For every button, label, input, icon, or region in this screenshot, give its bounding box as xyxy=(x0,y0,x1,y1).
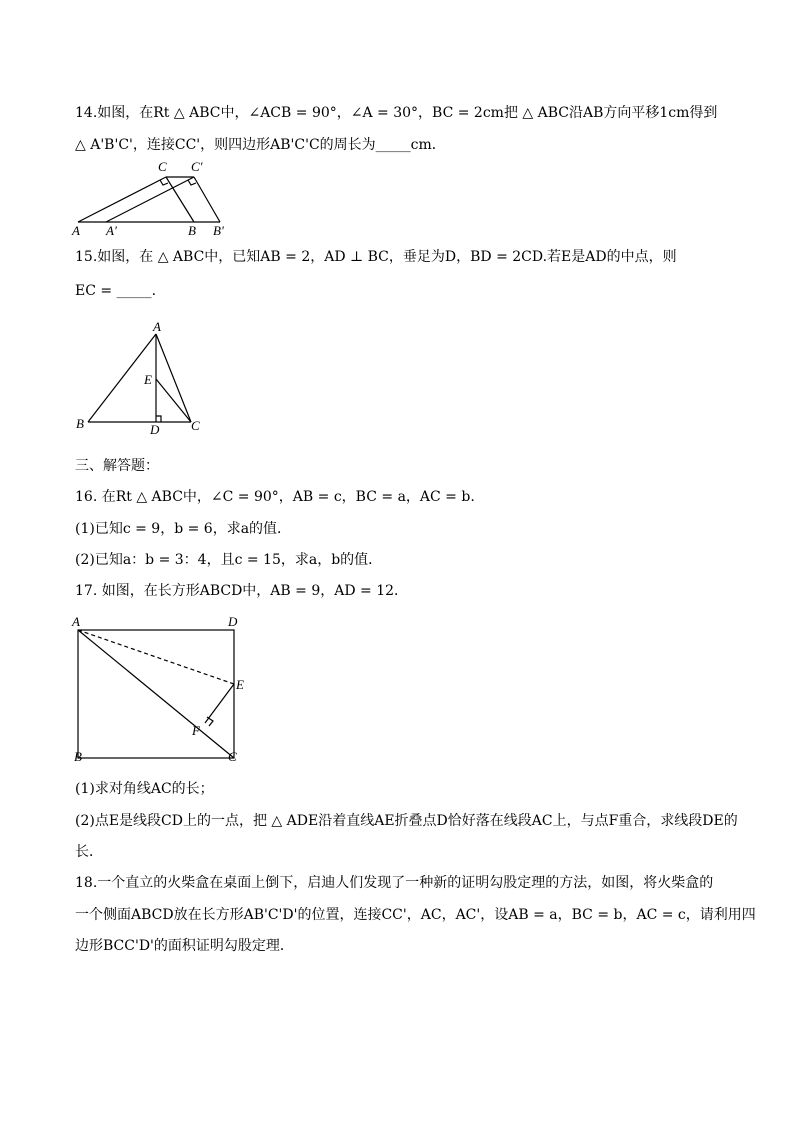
q16-line2: (1)已知c = 9，b = 6，求a的值． xyxy=(75,521,292,537)
q14-label-A: A xyxy=(72,223,80,238)
q17-label-E: E xyxy=(236,677,244,692)
q17-line1: 17. 如图，在长方形ABCD中，AB = 9，AD = 12． xyxy=(75,583,409,599)
q18-line2: 一个侧面ABCD放在长方形AB'C'D'的位置，连接CC'，AC，AC'，设AB = a，BC = b，AC = c，请利用四 xyxy=(75,907,756,923)
q14-line1: 14.如图，在Rt △ ABC中，∠ACB = 90°，∠A = 30°，BC = 2cm把 △ ABC沿AB方向平移1cm得到 xyxy=(75,105,718,121)
q17-label-B: B xyxy=(74,749,82,764)
q14-label-A-prime: A' xyxy=(106,223,117,238)
q15-figure xyxy=(70,318,220,438)
q15-line2: EC = _____. xyxy=(75,283,157,299)
q17-line2: (1)求对角线AC的长； xyxy=(75,781,214,797)
q18-line3: 边形BCC'D'的面积证明勾股定理． xyxy=(75,938,294,954)
q15-label-D: D xyxy=(150,422,160,437)
q17-label-A: A xyxy=(72,614,80,629)
q15-label-A: A xyxy=(153,319,161,334)
q15-label-C: C xyxy=(191,418,200,433)
q14-label-C-prime: C' xyxy=(191,159,203,174)
q15-label-E: E xyxy=(144,372,152,387)
q17-label-F: F xyxy=(192,723,200,738)
q16-line3: (2)已知a：b = 3：4，且c = 15，求a，b的值． xyxy=(75,552,383,568)
q14-line2: △ A'B'C'，连接CC'，则四边形AB'C'C的周长为_____cm． xyxy=(75,137,446,153)
q14-label-C: C xyxy=(158,159,167,174)
q14-label-B: B xyxy=(188,223,196,238)
section3-heading: 三、解答题： xyxy=(75,458,159,474)
q17-line3: (2)点E是线段CD上的一点，把 △ ADE沿着直线AE折叠点D恰好落在线段AC上，与点F重合，求线段DE的 xyxy=(75,813,738,829)
q17-label-D: D xyxy=(228,614,238,629)
q17-line4: 长． xyxy=(75,844,103,860)
q15-line1: 15.如图，在 △ ABC中，已知AB = 2，AD ⊥ BC，垂足为D，BD = 2CD.若E是AD的中点，则 xyxy=(75,249,677,265)
q15-label-B: B xyxy=(76,416,84,431)
q14-label-B-prime: B' xyxy=(213,223,224,238)
q14-figure xyxy=(70,156,240,238)
q16-line1: 16. 在Rt △ ABC中，∠C = 90°，AB = c，BC = a，AC = b. xyxy=(75,489,475,505)
q17-label-C: C xyxy=(228,749,237,764)
q18-line1: 18.一个直立的火柴盒在桌面上倒下，启迪人们发现了一种新的证明勾股定理的方法，如图，将火柴盒的 xyxy=(75,875,714,891)
q17-figure xyxy=(70,612,255,767)
